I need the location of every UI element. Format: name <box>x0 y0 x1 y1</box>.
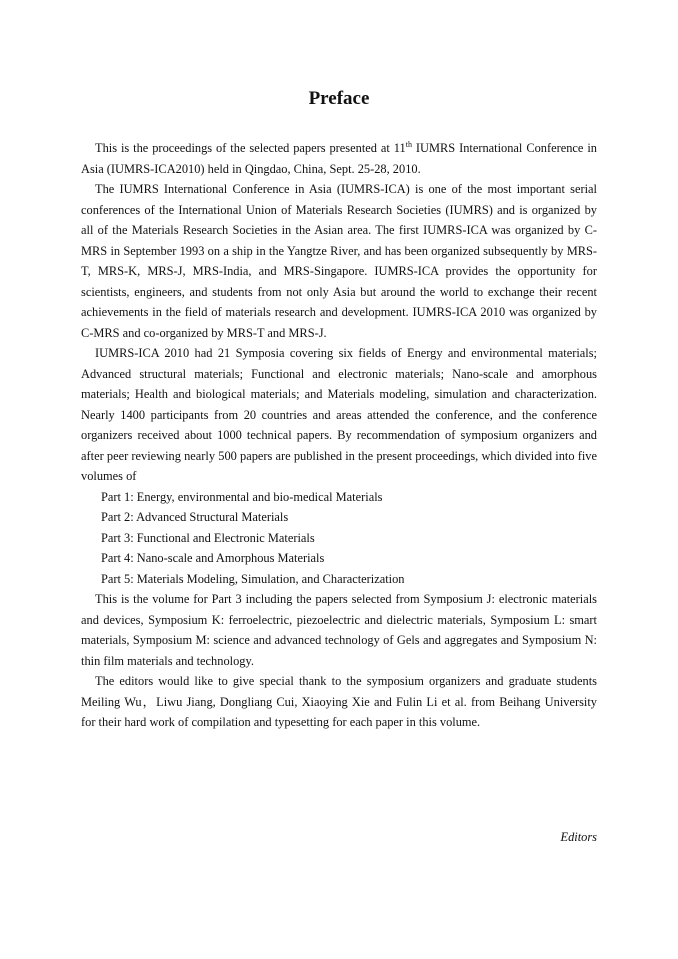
paragraph-intro-text-a: This is the proceedings of the selected papers presented at 11 <box>95 141 406 155</box>
paragraph-volume-scope: This is the volume for Part 3 including the papers selected from Symposium J: electronic materials and devices, Symposium K: ferroelectric, piezoelectric and dielectric materials, Symposium L: smart materials, Symposium M: science and advanced technology of Gels and aggregates and Symposium N: thin film materials and technology. <box>81 592 597 668</box>
volume-part-item: Part 4: Nano-scale and Amorphous Materials <box>101 551 325 565</box>
volume-part-item: Part 3: Functional and Electronic Materials <box>101 530 315 545</box>
preface-body <box>81 138 597 733</box>
paragraph-symposia: IUMRS-ICA 2010 had 21 Symposia covering six fields of Energy and environmental materials; Advanced structural materials; Functional and electronic materials; Nano-scale and amorphous materials; Health and biological materials; and Materials modeling, simulation and characterization. Nearly 1400 participants from 20 countries and areas attended the conference, and the conference organizers received about 1000 technical papers. By recommendation of symposium organizers and after peer reviewing nearly 500 papers are published in the present proceedings, which divided into five volumes of <box>81 346 597 483</box>
ordinal-superscript: th <box>405 139 412 149</box>
paragraph-acknowledgements: The editors would like to give special thank to the symposium organizers and graduate students Meiling Wu，Liwu Jiang, Dongliang Cui, Xiaoying Xie and Fulin Li et al. from Beihang University for their hard work of compilation and typesetting for each paper in this volume. <box>81 674 597 729</box>
volume-part-item: Part 5: Materials Modeling, Simulation, and Characterization <box>101 571 405 586</box>
paragraph-intro <box>81 138 597 179</box>
volume-part-item: Part 1: Energy, environmental and bio-medical Materials <box>101 489 383 504</box>
paragraph-history: The IUMRS International Conference in Asia (IUMRS-ICA) is one of the most important serial conferences of the International Union of Materials Research Societies (IUMRS) and is organized by all of the Materials Research Societies in the Asian area. The first IUMRS-ICA was organized by C-MRS in September 1993 on a ship in the Yangtze River, and has been organized subsequently by MRS-T, MRS-K, MRS-J, MRS-India, and MRS-Singapore. IUMRS-ICA provides the opportunity for scientists, engineers, and students from not only Asia but around the world to exchange their recent achievements in the field of materials research and development. IUMRS-ICA 2010 was organized by C-MRS and co-organized by MRS-T and MRS-J. <box>81 182 597 340</box>
paragraph-intro-text-b: IUMRS International Conference in Asia (IUMRS-ICA2010) held in Qingdao, China, Sept. 25-28, 2010. <box>81 141 597 176</box>
page-title: Preface <box>308 88 370 109</box>
volume-part-item: Part 2: Advanced Structural Materials <box>101 510 289 524</box>
editors-signature: Editors <box>560 830 597 844</box>
